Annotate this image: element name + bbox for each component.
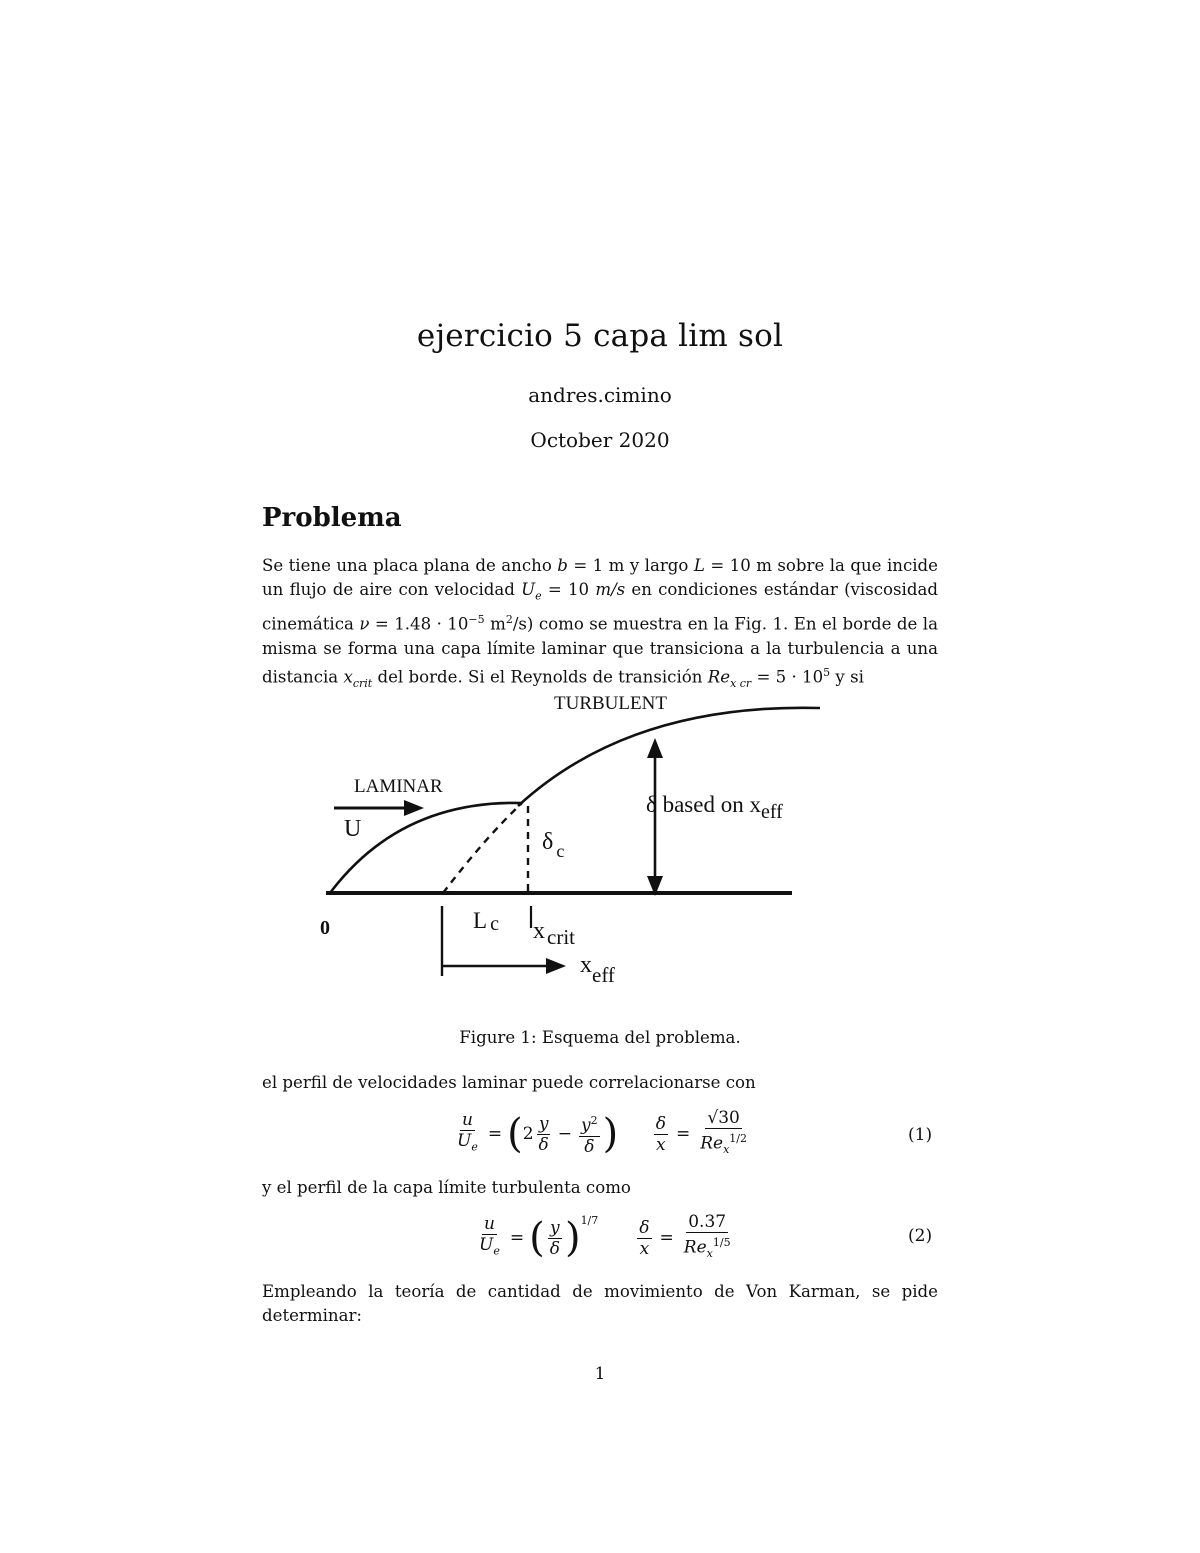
paper-date: October 2020	[530, 428, 670, 452]
velocity-label: U	[344, 816, 362, 842]
equation-1: $\frac{u}{U_e}$ = ( 2 $\frac{y}{\delta}$ − $\frac{y^2}{\delta}$ ) $\frac{\delta}{x}$ = $\frac{√30}{Re_x^{1/2}}$	[457, 1108, 747, 1158]
paper-author: andres.cimino	[528, 383, 672, 407]
eq1-u-over-ue: $\frac{u}{U_e}$	[457, 1110, 478, 1154]
task-paragraph: Empleando la teoría de cantidad de movimiento de Von Karman, se pide determinar:	[262, 1282, 938, 1325]
equation-2-number: (2)	[908, 1226, 933, 1246]
delta-c-label: δ $_c$	[542, 829, 565, 861]
effective-origin-dashed-curve	[443, 803, 522, 893]
laminar-label: LAMINAR	[354, 776, 443, 797]
figure-caption: Figure 1: Esquema del problema.	[459, 1028, 741, 1047]
velocity-arrow-head	[404, 800, 424, 816]
delta-arrow-head-top	[647, 738, 663, 758]
equation-1-number: (1)	[908, 1125, 933, 1145]
paper-title: ejercicio 5 capa lim sol	[416, 318, 784, 354]
xeff-label: xeff	[580, 952, 615, 987]
turbulent-label: TURBULENT	[554, 693, 667, 714]
equation-2: $\frac{u}{U_e}$ = ( $\frac{y}{\delta}$ ) $^{1/7}$ $\frac{\delta}{x}$ = $\frac{0.37}{Re_x^{1/5}}$	[479, 1212, 731, 1262]
problem-paragraph: Se tiene una placa plana de ancho b = 1 m y largo L = 10 m sobre la que incide un flujo de aire con velocidad $U_e = 10$ m/s en condiciones estándar (viscosidad cinemática $\nu = 1.48 \cdot 10^{-5}$ $m^2/s$) como se muestra en la Fig. 1. En el borde de la misma se forma una capa límite laminar que transiciona a la turbulencia a una distancia $x_{crit}$ del borde. Si el Reynolds de transición $Re_{x cr} = 5 \cdot 10^5$ y si	[262, 556, 938, 690]
xeff-arrow-head	[546, 958, 566, 974]
lc-label: L c	[473, 908, 499, 935]
turbulent-profile-text: y el perfil de la capa límite turbulenta como	[262, 1178, 631, 1197]
page-number: 1	[594, 1364, 606, 1384]
origin-label: 0	[320, 917, 330, 939]
boundary-layer-figure	[300, 688, 860, 1000]
xcrit-label: xcrit	[533, 918, 575, 949]
section-title: Problema	[262, 503, 402, 533]
delta-based-label: δ based on xeff	[646, 792, 783, 823]
laminar-profile-text: el perfil de velocidades laminar puede correlacionarse con	[262, 1073, 756, 1092]
